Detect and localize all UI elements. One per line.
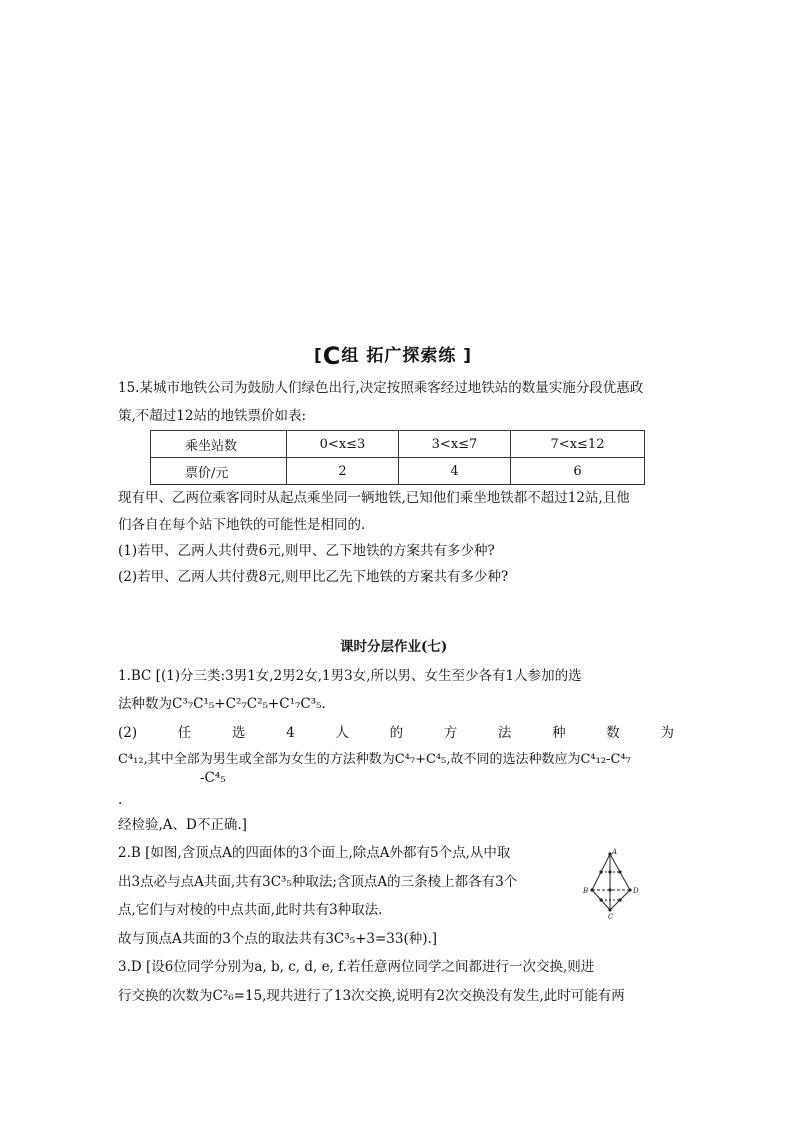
- word: 方: [443, 725, 458, 741]
- table-cell: 7<x≤12: [511, 431, 645, 458]
- vertex-point: [628, 888, 631, 891]
- table-cell: 票价/元: [151, 458, 287, 485]
- midpoint: [599, 870, 602, 873]
- midpoint: [608, 870, 611, 873]
- answer2-line4: 故与顶点A共面的3个点的取法共有3C³₅+3=33(种).]: [118, 931, 438, 947]
- table-cell: 3<x≤7: [399, 431, 511, 458]
- answer3-line2: 行交换的次数为C²₆=15,现共进行了13次交换,说明有2次交换没有发生,此时可能有两: [118, 988, 625, 1004]
- label-D: D: [633, 887, 639, 895]
- answer2-line2: 出3点必与点A共面,共有3C³₅种取法;含顶点A的三条棱上都各有3个: [118, 874, 518, 890]
- label-A: A: [612, 848, 618, 856]
- table-cell: 6: [511, 458, 645, 485]
- answer3-line1: 3.D [设6位同学分别为a, b, c, d, e, f.若任意两位同学之间都进行一次交换,则进: [118, 959, 595, 975]
- problem15-q1: (1)若甲、乙两人共付费6元,则甲、乙下地铁的方案共有多少种?: [118, 543, 495, 559]
- problem15-q2: (2)若甲、乙两人共付费8元,则甲比乙先下地铁的方案共有多少种?: [118, 569, 509, 585]
- answer1-line5: -C⁴₅: [200, 770, 226, 786]
- word: 的: [389, 725, 404, 741]
- label-B: B: [583, 887, 589, 895]
- tetrahedron-figure: [578, 848, 650, 922]
- answer1-line1: 1.BC [(1)分三类:3男1女,2男2女,1男3女,所以男、女生至少各有1人参加的选: [118, 668, 582, 684]
- label-C: C: [608, 913, 614, 921]
- table-cell: 2: [287, 458, 399, 485]
- answer1-line4: C⁴₁₂,其中全部为男生或全部为女生的方法种数为C⁴₇+C⁴₅,故不同的选法种数应为C⁴₁₂-C⁴₇: [118, 752, 631, 767]
- vertex-point: [608, 908, 611, 911]
- table-row: [151, 458, 645, 485]
- answer1-line7: 经检验,A、D不正确.]: [118, 817, 247, 833]
- bracket-left: [: [314, 346, 323, 366]
- problem15-line4: 们各自在每个站下地铁的可能性是相同的.: [118, 517, 366, 533]
- midpoint: [618, 870, 621, 873]
- vertex-point: [590, 888, 593, 891]
- word: 4: [286, 725, 295, 741]
- word: 数: [606, 725, 620, 741]
- table-cell: 乘坐站数: [151, 431, 287, 458]
- word: 种: [552, 725, 566, 741]
- problem15-line2: 策,不超过12站的地铁票价如表:: [118, 408, 307, 424]
- word: (2): [118, 725, 138, 741]
- word: 任: [177, 725, 192, 741]
- word: 法: [497, 725, 512, 741]
- table-cell: 4: [399, 458, 511, 485]
- word: 人: [335, 725, 349, 741]
- section-title: 组 拓广探索练: [341, 346, 457, 366]
- answer1-line6: .: [118, 792, 123, 808]
- answer1-line2: 法种数为C³₇C¹₅+C²₇C²₅+C¹₇C³₅.: [118, 696, 326, 712]
- midpoint: [599, 898, 602, 901]
- section-letter: C: [322, 342, 342, 370]
- word: 选: [231, 725, 246, 741]
- price-table: [150, 430, 645, 485]
- problem15-line3: 现有甲、乙两位乘客同时从起点乘坐同一辆地铁,已知他们乘坐地铁都不超过12站,且他: [118, 490, 630, 506]
- midpoint: [618, 898, 621, 901]
- answer1-line3: [118, 723, 674, 743]
- problem15-line1: 15.某城市地铁公司为鼓励人们绿色出行,决定按照乘客经过地铁站的数量实施分段优惠政: [118, 380, 644, 396]
- bracket-right: ]: [463, 346, 473, 366]
- midpoint: [608, 888, 611, 891]
- answer2-line1: 2.B [如图,含顶点A的四面体的3个面上,除点A外都有5个点,从中取: [118, 845, 511, 861]
- table-cell: 0<x≤3: [287, 431, 399, 458]
- answer2-line3: 点,它们与对棱的中点共面,此时共有3种取法.: [118, 902, 383, 918]
- section-header: [314, 341, 472, 370]
- word: 为: [660, 725, 674, 741]
- table-row: [151, 431, 645, 458]
- answers-title: 课时分层作业(七): [340, 639, 448, 655]
